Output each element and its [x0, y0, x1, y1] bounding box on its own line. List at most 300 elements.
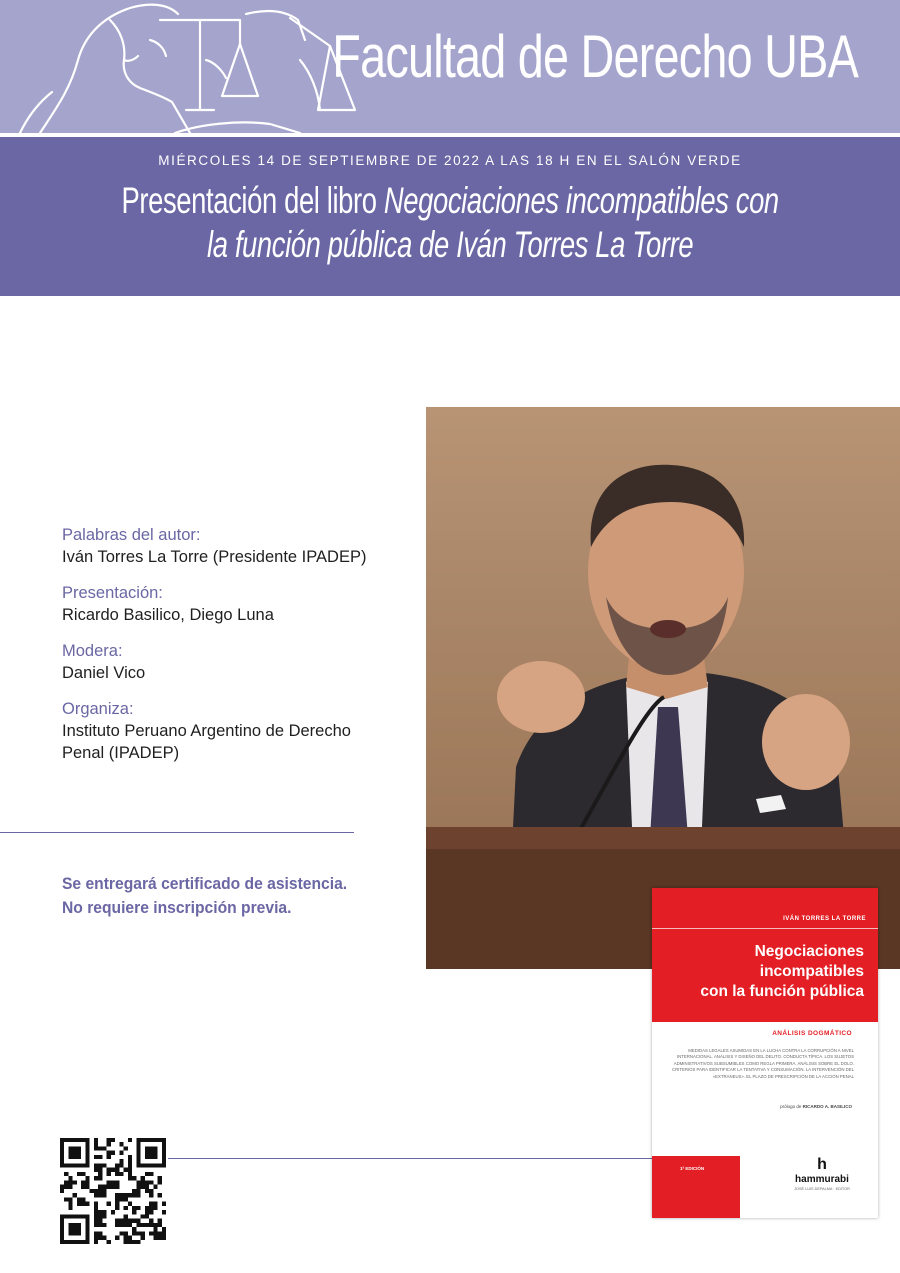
qr-module — [77, 1240, 81, 1244]
qr-module — [107, 1172, 111, 1176]
qr-module — [73, 1231, 77, 1235]
qr-module — [60, 1231, 64, 1235]
qr-module — [73, 1155, 77, 1159]
qr-module — [141, 1176, 145, 1180]
qr-module — [149, 1206, 153, 1210]
qr-module — [162, 1138, 166, 1142]
publisher-editor: JOSÉ LUIS DEPALMA · EDITOR — [794, 1187, 850, 1191]
qr-module — [128, 1172, 132, 1176]
qr-module — [128, 1168, 132, 1172]
qr-module — [136, 1146, 140, 1150]
qr-module — [128, 1176, 132, 1180]
qr-module — [81, 1202, 85, 1206]
qr-module — [128, 1159, 132, 1163]
qr-module — [81, 1163, 85, 1167]
qr-module — [124, 1193, 128, 1197]
qr-module — [60, 1219, 64, 1223]
qr-module — [68, 1227, 72, 1231]
qr-module — [77, 1172, 81, 1176]
qr-module — [162, 1159, 166, 1163]
qr-module — [68, 1176, 72, 1180]
qr-module — [111, 1185, 115, 1189]
qr-module — [145, 1151, 149, 1155]
qr-module — [85, 1180, 89, 1184]
qr-module — [94, 1236, 98, 1240]
qr-module — [141, 1180, 145, 1184]
qr-module — [158, 1180, 162, 1184]
qr-module — [158, 1231, 162, 1235]
qr-module — [107, 1180, 111, 1184]
qr-module — [145, 1206, 149, 1210]
qr-module — [124, 1240, 128, 1244]
qr-module — [136, 1240, 140, 1244]
qr-module — [85, 1176, 89, 1180]
qr-module — [64, 1180, 68, 1184]
qr-module — [73, 1180, 77, 1184]
qr-module — [153, 1236, 157, 1240]
book-title-line2: la función pública de Iván Torres La Torre — [206, 224, 694, 265]
qr-module — [111, 1151, 115, 1155]
qr-module — [85, 1155, 89, 1159]
qr-module — [98, 1193, 102, 1197]
certificate-note: Se entregará certificado de asistencia. — [62, 874, 348, 893]
qr-module — [119, 1151, 123, 1155]
qr-module — [136, 1219, 140, 1223]
qr-module — [85, 1214, 89, 1218]
qr-module — [153, 1163, 157, 1167]
qr-module — [124, 1168, 128, 1172]
details-divider — [0, 832, 354, 833]
qr-module — [81, 1240, 85, 1244]
organizer-value: Instituto Peruano Argentino de Derecho Penal (IPADEP) — [62, 722, 351, 762]
qr-module — [158, 1219, 162, 1223]
event-details — [62, 524, 382, 778]
qr-module — [111, 1180, 115, 1184]
qr-module — [149, 1210, 153, 1214]
qr-module — [68, 1231, 72, 1235]
book-cover-edition-block — [652, 1156, 740, 1218]
qr-module — [145, 1210, 149, 1214]
qr-module — [98, 1176, 102, 1180]
qr-module — [119, 1193, 123, 1197]
qr-module — [141, 1223, 145, 1227]
qr-module — [145, 1189, 149, 1193]
qr-module — [98, 1185, 102, 1189]
qr-module — [149, 1163, 153, 1167]
qr-module — [94, 1206, 98, 1210]
qr-module — [119, 1219, 123, 1223]
qr-module — [115, 1236, 119, 1240]
qr-module — [85, 1202, 89, 1206]
qr-module — [119, 1163, 123, 1167]
qr-module — [85, 1240, 89, 1244]
qr-module — [158, 1236, 162, 1240]
qr-module — [141, 1185, 145, 1189]
qr-module — [102, 1189, 106, 1193]
qr-module — [153, 1151, 157, 1155]
qr-module — [60, 1138, 64, 1142]
qr-module — [153, 1231, 157, 1235]
presentation-value: Ricardo Basilico, Diego Luna — [62, 606, 274, 624]
publisher-logo-icon: h — [817, 1156, 827, 1173]
qr-module — [136, 1206, 140, 1210]
qr-module — [124, 1206, 128, 1210]
qr-module — [94, 1214, 98, 1218]
qr-module — [141, 1214, 145, 1218]
qr-module — [141, 1236, 145, 1240]
qr-module — [128, 1202, 132, 1206]
qr-module — [73, 1146, 77, 1150]
publisher-name: hammurabi — [795, 1174, 849, 1185]
qr-module — [64, 1172, 68, 1176]
qr-module — [94, 1210, 98, 1214]
event-date: MIÉRCOLES 14 DE SEPTIEMBRE DE 2022 A LAS 18 H EN EL SALÓN VERDE — [158, 153, 742, 168]
qr-module — [119, 1142, 123, 1146]
qr-module — [136, 1189, 140, 1193]
qr-module — [141, 1138, 145, 1142]
qr-module — [136, 1155, 140, 1159]
qr-module — [149, 1223, 153, 1227]
book-cover-rule — [652, 928, 878, 929]
qr-module — [162, 1227, 166, 1231]
qr-module — [115, 1197, 119, 1201]
qr-module — [136, 1231, 140, 1235]
qr-module — [153, 1206, 157, 1210]
qr-module — [119, 1172, 123, 1176]
book-author: IVÁN TORRES LA TORRE — [783, 916, 866, 922]
qr-module — [73, 1151, 77, 1155]
qr-module — [153, 1138, 157, 1142]
qr-module — [162, 1210, 166, 1214]
qr-module — [85, 1163, 89, 1167]
qr-module — [136, 1193, 140, 1197]
qr-module — [77, 1163, 81, 1167]
qr-module — [119, 1159, 123, 1163]
qr-module — [107, 1151, 111, 1155]
qr-module — [149, 1138, 153, 1142]
qr-module — [77, 1227, 81, 1231]
qr-module — [115, 1168, 119, 1172]
qr-module — [115, 1185, 119, 1189]
book-cover-description: MEDIDAS LEGALES ASUMIDAS EN LA LUCHA CONTRA LA CORRUPCIÓN A NIVEL INTERNACIONAL. ANÁLISIS Y DISEÑO DEL DELITO. CONDUCTA TÍPICA. LOS SUJETOS ADMINISTRATIVOS SUBSUMIBLES COMO REGLA PRIMERA. ANÁLISIS SOBRE EL DOLO. CRITERIOS PARA IDENTIFICAR LA TENTATIVA Y CONSUMACIÓN. LA INTERVENCIÓN DEL «EXTRANEUS». EL PLAZO DE PRESCRIPCIÓN DE LA ACCIÓN PENAL — [671, 1048, 854, 1079]
author-words-label: Palabras del autor: — [62, 526, 201, 544]
qr-module — [102, 1223, 106, 1227]
qr-module — [90, 1189, 94, 1193]
qr-module — [64, 1163, 68, 1167]
qr-module — [107, 1138, 111, 1142]
qr-module — [60, 1146, 64, 1150]
qr-module — [141, 1163, 145, 1167]
qr-module — [68, 1138, 72, 1142]
qr-module — [145, 1180, 149, 1184]
qr-module — [98, 1231, 102, 1235]
qr-module — [128, 1236, 132, 1240]
qr-module — [94, 1231, 98, 1235]
qr-module — [77, 1197, 81, 1201]
header-band — [0, 137, 900, 296]
qr-module — [98, 1163, 102, 1167]
qr-module — [77, 1155, 81, 1159]
qr-module — [136, 1223, 140, 1227]
qr-module — [98, 1236, 102, 1240]
qr-module — [107, 1240, 111, 1244]
qr-module — [77, 1231, 81, 1235]
qr-module — [111, 1168, 115, 1172]
qr-module — [136, 1138, 140, 1142]
qr-module — [107, 1142, 111, 1146]
qr-module — [153, 1185, 157, 1189]
qr-module — [132, 1219, 136, 1223]
qr-module — [94, 1155, 98, 1159]
qr-module — [94, 1168, 98, 1172]
qr-module — [107, 1155, 111, 1159]
qr-module — [149, 1202, 153, 1206]
qr-module — [68, 1163, 72, 1167]
qr-module — [115, 1193, 119, 1197]
qr-module — [162, 1163, 166, 1167]
qr-module — [162, 1231, 166, 1235]
qr-module — [60, 1223, 64, 1227]
qr-module — [60, 1214, 64, 1218]
qr-module — [68, 1185, 72, 1189]
book-cover-title — [700, 942, 864, 1002]
qr-module — [81, 1214, 85, 1218]
qr-module — [128, 1223, 132, 1227]
qr-module — [85, 1159, 89, 1163]
qr-module — [94, 1202, 98, 1206]
qr-module — [85, 1138, 89, 1142]
qr-module — [102, 1163, 106, 1167]
qr-module — [85, 1236, 89, 1240]
prologue-prefix: prólogo de — [780, 1104, 802, 1109]
qr-module — [111, 1138, 115, 1142]
author-photo — [426, 407, 900, 969]
qr-module — [64, 1185, 68, 1189]
qr-module — [119, 1197, 123, 1201]
qr-module — [145, 1185, 149, 1189]
qr-module — [94, 1219, 98, 1223]
qr-module — [115, 1219, 119, 1223]
qr-module — [60, 1159, 64, 1163]
faculty-title: Facultad de Derecho UBA — [332, 23, 858, 90]
qr-module — [107, 1168, 111, 1172]
qr-module — [119, 1223, 123, 1227]
qr-module — [158, 1176, 162, 1180]
qr-module — [60, 1142, 64, 1146]
author-photo-illustration — [426, 407, 900, 969]
qr-module — [162, 1236, 166, 1240]
qr-module — [73, 1223, 77, 1227]
qr-module — [162, 1146, 166, 1150]
qr-module — [64, 1197, 68, 1201]
qr-module — [68, 1240, 72, 1244]
book-title-line1: Negociaciones incompatibles con — [383, 180, 779, 221]
qr-module — [128, 1219, 132, 1223]
qr-module — [124, 1236, 128, 1240]
book-cover-subtitle: ANÁLISIS DOGMÁTICO — [772, 1030, 852, 1037]
qr-module — [102, 1146, 106, 1150]
qr-module — [73, 1227, 77, 1231]
qr-module — [98, 1214, 102, 1218]
qr-module — [68, 1206, 72, 1210]
qr-module — [132, 1176, 136, 1180]
qr-module — [145, 1163, 149, 1167]
qr-module — [162, 1142, 166, 1146]
presentation-prefix: Presentación del libro — [121, 180, 384, 221]
qr-module — [145, 1146, 149, 1150]
qr-module — [153, 1202, 157, 1206]
qr-module — [124, 1146, 128, 1150]
qr-module — [77, 1138, 81, 1142]
registration-note: No requiere inscripción previa. — [62, 898, 292, 917]
qr-module — [64, 1214, 68, 1218]
qr-module — [149, 1151, 153, 1155]
qr-module — [81, 1172, 85, 1176]
book-edition: 1ª EDICIÓN — [680, 1166, 705, 1171]
qr-module — [85, 1146, 89, 1150]
qr-code[interactable] — [60, 1138, 166, 1244]
qr-module — [115, 1172, 119, 1176]
qr-module — [132, 1193, 136, 1197]
qr-module — [128, 1155, 132, 1159]
qr-module — [124, 1219, 128, 1223]
presentation-label: Presentación: — [62, 584, 163, 602]
qr-module — [94, 1163, 98, 1167]
qr-module — [68, 1180, 72, 1184]
qr-module — [81, 1180, 85, 1184]
qr-module — [77, 1146, 81, 1150]
qr-module — [60, 1240, 64, 1244]
qr-module — [136, 1142, 140, 1146]
qr-module — [136, 1180, 140, 1184]
qr-module — [64, 1138, 68, 1142]
qr-module — [115, 1223, 119, 1227]
qr-module — [124, 1223, 128, 1227]
qr-module — [102, 1193, 106, 1197]
qr-module — [153, 1227, 157, 1231]
qr-module — [149, 1172, 153, 1176]
qr-module — [98, 1223, 102, 1227]
qr-module — [81, 1197, 85, 1201]
qr-module — [98, 1210, 102, 1214]
qr-module — [149, 1189, 153, 1193]
footer-divider — [168, 1158, 654, 1159]
organizer-label: Organiza: — [62, 700, 134, 718]
qr-module — [107, 1202, 111, 1206]
qr-module — [102, 1236, 106, 1240]
header-top — [0, 0, 900, 133]
qr-module — [162, 1155, 166, 1159]
qr-module — [94, 1146, 98, 1150]
qr-module — [94, 1142, 98, 1146]
book-cover-title-line2: incompatibles — [759, 963, 864, 980]
qr-module — [77, 1214, 81, 1218]
qr-module — [158, 1223, 162, 1227]
qr-module — [68, 1151, 72, 1155]
book-cover — [652, 888, 878, 1218]
qr-module — [60, 1236, 64, 1240]
qr-module — [107, 1185, 111, 1189]
qr-module — [145, 1223, 149, 1227]
qr-module — [149, 1193, 153, 1197]
qr-module — [94, 1240, 98, 1244]
qr-module — [81, 1185, 85, 1189]
qr-module — [85, 1223, 89, 1227]
qr-module — [94, 1193, 98, 1197]
qr-module — [68, 1197, 72, 1201]
qr-module — [85, 1231, 89, 1235]
qr-module — [85, 1151, 89, 1155]
qr-module — [68, 1214, 72, 1218]
qr-module — [77, 1151, 81, 1155]
qr-module — [141, 1231, 145, 1235]
qr-module — [111, 1210, 115, 1214]
qr-module — [136, 1185, 140, 1189]
qr-module — [132, 1227, 136, 1231]
qr-module — [94, 1138, 98, 1142]
qr-module — [149, 1231, 153, 1235]
qr-module — [102, 1210, 106, 1214]
qr-module — [128, 1240, 132, 1244]
qr-module — [73, 1138, 77, 1142]
qr-module — [60, 1155, 64, 1159]
qr-module — [153, 1155, 157, 1159]
qr-module — [73, 1163, 77, 1167]
qr-module — [149, 1146, 153, 1150]
qr-module — [77, 1202, 81, 1206]
qr-module — [85, 1219, 89, 1223]
qr-module — [68, 1146, 72, 1150]
qr-module — [73, 1240, 77, 1244]
qr-module — [94, 1176, 98, 1180]
qr-module — [136, 1163, 140, 1167]
qr-module — [73, 1214, 77, 1218]
qr-module — [85, 1142, 89, 1146]
qr-module — [115, 1202, 119, 1206]
attendance-notes — [62, 872, 372, 920]
moderator-value: Daniel Vico — [62, 664, 146, 682]
qr-module — [64, 1240, 68, 1244]
qr-module — [98, 1189, 102, 1193]
qr-module — [158, 1193, 162, 1197]
qr-module — [132, 1189, 136, 1193]
qr-module — [149, 1180, 153, 1184]
qr-module — [153, 1146, 157, 1150]
qr-module — [68, 1155, 72, 1159]
qr-module — [60, 1189, 64, 1193]
author-words-value: Iván Torres La Torre (Presidente IPADEP) — [62, 548, 367, 566]
qr-module — [98, 1219, 102, 1223]
qr-module — [60, 1151, 64, 1155]
qr-module — [68, 1202, 72, 1206]
qr-module — [119, 1231, 123, 1235]
qr-module — [94, 1189, 98, 1193]
qr-module — [132, 1210, 136, 1214]
qr-module — [162, 1202, 166, 1206]
book-cover-title-line1: Negociaciones — [754, 943, 864, 960]
qr-module — [85, 1185, 89, 1189]
qr-module — [73, 1193, 77, 1197]
qr-module — [132, 1231, 136, 1235]
qr-module — [124, 1231, 128, 1235]
qr-module — [124, 1197, 128, 1201]
qr-module — [132, 1206, 136, 1210]
qr-module — [145, 1155, 149, 1159]
qr-module — [128, 1138, 132, 1142]
qr-module — [136, 1159, 140, 1163]
publisher-block — [780, 1156, 864, 1192]
qr-module — [145, 1214, 149, 1218]
